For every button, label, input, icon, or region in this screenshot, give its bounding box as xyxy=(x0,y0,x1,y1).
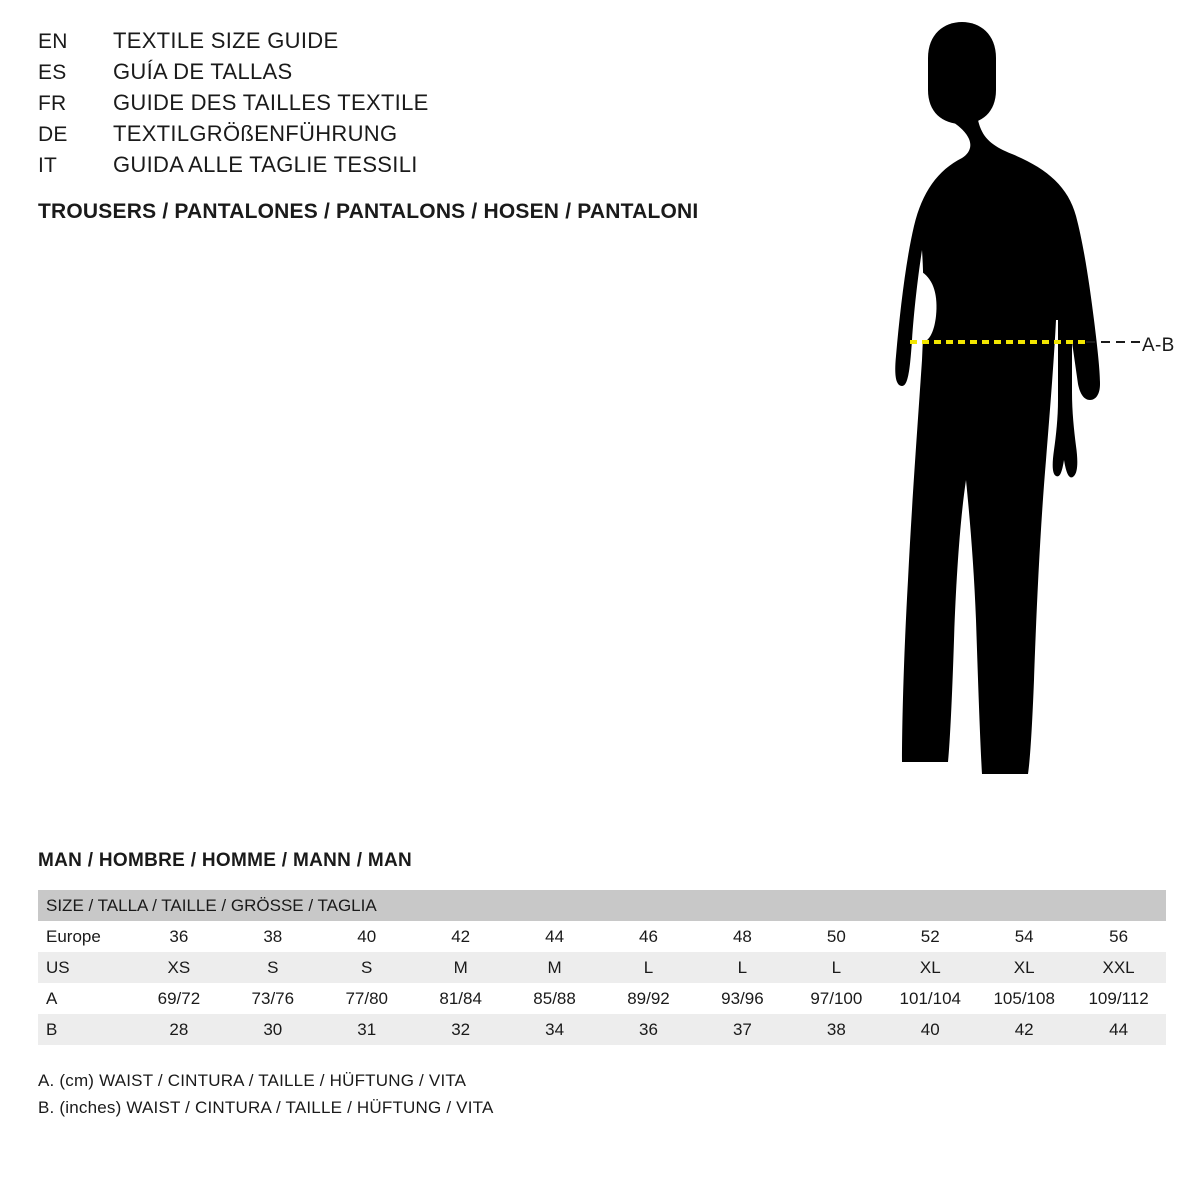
table-cell: 81/84 xyxy=(414,983,508,1014)
table-cell: 42 xyxy=(414,921,508,952)
table-cell: 37 xyxy=(695,1014,789,1045)
table-cell: 44 xyxy=(1071,1014,1166,1045)
table-cell: 40 xyxy=(320,921,414,952)
table-cell: M xyxy=(414,952,508,983)
table-cell: 50 xyxy=(789,921,883,952)
table-cell: L xyxy=(602,952,696,983)
language-code: FR xyxy=(38,92,67,115)
table-cell: XS xyxy=(132,952,226,983)
language-title: TEXTILGRÖßENFÜHRUNG xyxy=(113,121,398,146)
footnote-a: A. (cm) WAIST / CINTURA / TAILLE / HÜFTUNG / VITA xyxy=(38,1071,467,1090)
table-cell: S xyxy=(226,952,320,983)
language-row xyxy=(38,90,818,121)
table-row xyxy=(38,921,1166,952)
table-cell: 28 xyxy=(132,1014,226,1045)
table-cell: XL xyxy=(977,952,1071,983)
table-cell: 40 xyxy=(883,1014,977,1045)
table-cell: L xyxy=(789,952,883,983)
header-block xyxy=(38,28,818,224)
table-cell: 46 xyxy=(602,921,696,952)
table-cell: 38 xyxy=(226,921,320,952)
table-cell: M xyxy=(508,952,602,983)
table-cell: 89/92 xyxy=(602,983,696,1014)
man-silhouette-icon xyxy=(810,20,1190,810)
garment-type-subtitle: TROUSERS / PANTALONES / PANTALONS / HOSEN / PANTALONI xyxy=(38,200,699,223)
table-cell: L xyxy=(695,952,789,983)
table-cell: 44 xyxy=(508,921,602,952)
table-row xyxy=(38,983,1166,1014)
table-cell: 73/76 xyxy=(226,983,320,1014)
row-label: B xyxy=(38,1014,132,1045)
table-header-label: SIZE / TALLA / TAILLE / GRÖSSE / TAGLIA xyxy=(38,890,1166,921)
table-cell: 93/96 xyxy=(695,983,789,1014)
table-cell: 56 xyxy=(1071,921,1166,952)
table-cell: 36 xyxy=(602,1014,696,1045)
table-row xyxy=(38,1014,1166,1045)
table-cell: 30 xyxy=(226,1014,320,1045)
table-cell: 52 xyxy=(883,921,977,952)
language-title: TEXTILE SIZE GUIDE xyxy=(113,28,339,53)
language-title: GUIDA ALLE TAGLIE TESSILI xyxy=(113,152,418,177)
language-row xyxy=(38,59,818,90)
table-cell: 32 xyxy=(414,1014,508,1045)
row-label: US xyxy=(38,952,132,983)
table-cell: 109/112 xyxy=(1071,983,1166,1014)
language-title: GUÍA DE TALLAS xyxy=(113,59,293,84)
table-cell: 42 xyxy=(977,1014,1071,1045)
table-cell: 101/104 xyxy=(883,983,977,1014)
table-heading: MAN / HOMBRE / HOMME / MANN / MAN xyxy=(38,850,413,871)
measure-label-a-b: A-B xyxy=(1142,335,1175,356)
table-cell: XL xyxy=(883,952,977,983)
figure-illustration xyxy=(810,20,1190,810)
row-label: Europe xyxy=(38,921,132,952)
table-cell: 105/108 xyxy=(977,983,1071,1014)
language-row xyxy=(38,121,818,152)
table-cell: 48 xyxy=(695,921,789,952)
footnote-b: B. (inches) WAIST / CINTURA / TAILLE / HÜFTUNG / VITA xyxy=(38,1098,494,1117)
language-code: IT xyxy=(38,154,58,177)
table-cell: XXL xyxy=(1071,952,1166,983)
language-code: ES xyxy=(38,61,67,84)
size-table xyxy=(38,890,1166,1045)
footnotes-block xyxy=(38,1067,1166,1121)
row-label: A xyxy=(38,983,132,1014)
table-cell: 85/88 xyxy=(508,983,602,1014)
table-cell: 38 xyxy=(789,1014,883,1045)
table-header-row xyxy=(38,890,1166,921)
size-table-section xyxy=(38,850,1166,1121)
table-cell: 77/80 xyxy=(320,983,414,1014)
table-cell: 31 xyxy=(320,1014,414,1045)
table-cell: 54 xyxy=(977,921,1071,952)
table-row xyxy=(38,952,1166,983)
table-cell: 97/100 xyxy=(789,983,883,1014)
table-cell: S xyxy=(320,952,414,983)
table-cell: 69/72 xyxy=(132,983,226,1014)
language-row xyxy=(38,152,818,183)
language-row xyxy=(38,28,818,59)
table-cell: 36 xyxy=(132,921,226,952)
table-cell: 34 xyxy=(508,1014,602,1045)
language-code: DE xyxy=(38,123,68,146)
language-code: EN xyxy=(38,30,68,53)
language-title: GUIDE DES TAILLES TEXTILE xyxy=(113,90,429,115)
